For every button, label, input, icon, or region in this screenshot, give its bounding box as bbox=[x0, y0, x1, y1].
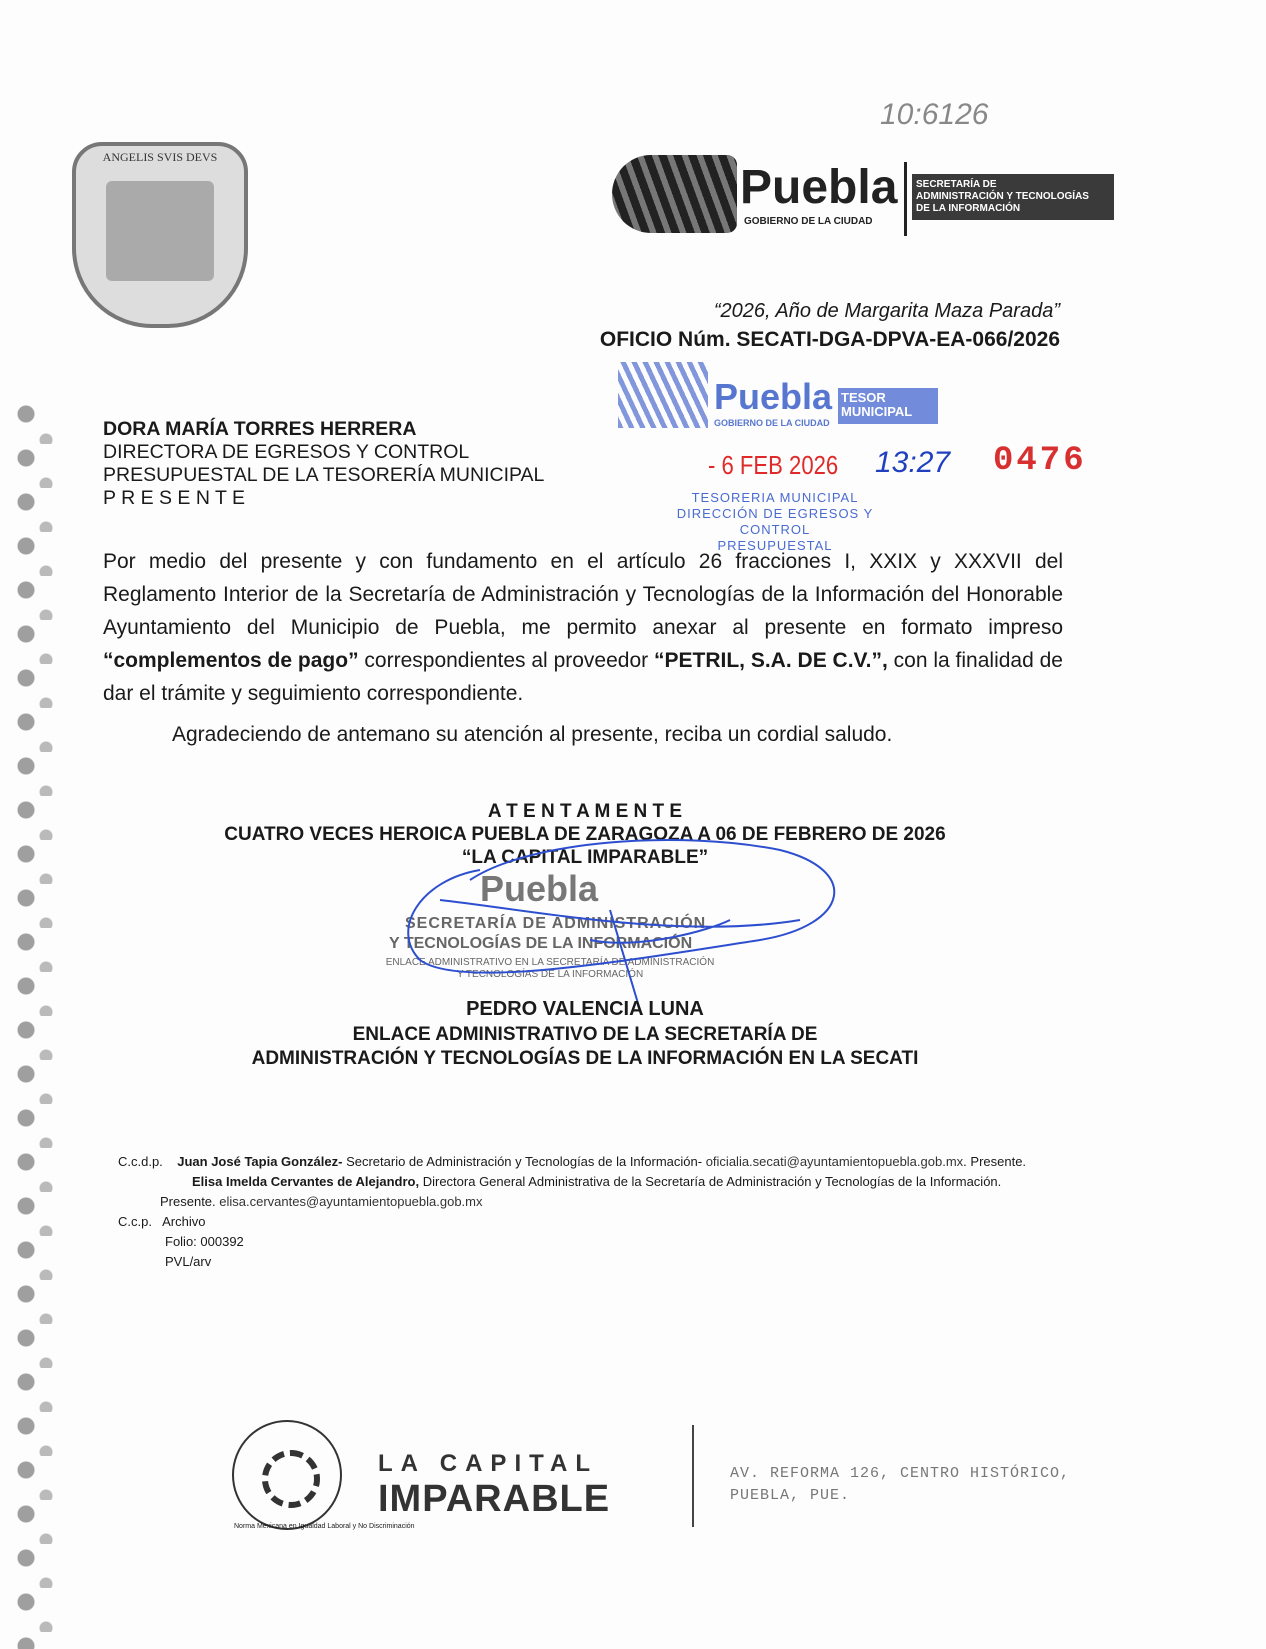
body-text: Por medio del presente y con fundamento en el artículo 26 fracciones I, XXIX y XXXVII del Reglamento Interior de la Secretaría de Administración y Tecnologías de la Información del Honorable Ayuntamiento del Municipio de Puebla, me permito anexar al presente en formato impreso bbox=[103, 550, 1063, 639]
supplier-name: “PETRIL, S.A. DE C.V.”, bbox=[653, 649, 888, 672]
stamp-line: TESORERIA MUNICIPAL bbox=[691, 490, 859, 505]
capital-bottom: IMPARABLE bbox=[378, 1478, 611, 1520]
stamp-art-icon bbox=[618, 362, 708, 428]
reception-date: - 6 FEB 2026 bbox=[708, 450, 839, 480]
seal-text: ANGELIS SVIS DEVS bbox=[102, 150, 218, 164]
cc-name: Juan José Tapia González- bbox=[177, 1154, 343, 1169]
reception-time: 13:27 bbox=[875, 446, 951, 479]
cc-folio: Folio: 000392 bbox=[165, 1234, 244, 1249]
logo-sub: GOBIERNO DE LA CIUDAD bbox=[744, 216, 873, 227]
footer-address bbox=[730, 1463, 1070, 1507]
oficio-number: OFICIO Núm. SECATI-DGA-DPVA-EA-066/2026 bbox=[599, 328, 1060, 351]
logo-divider bbox=[904, 162, 907, 236]
logo-box bbox=[912, 174, 1114, 220]
logo-art-icon bbox=[612, 155, 737, 233]
atentamente: A T E N T A M E N T E bbox=[487, 801, 683, 822]
cc-email-link[interactable]: oficialia.secati@ayuntamientopuebla.gob.mx bbox=[705, 1154, 964, 1169]
stamp-line: SECRETARÍA DE ADMINISTRACIÓN bbox=[405, 915, 707, 932]
igualdad-laboral-badge bbox=[232, 1420, 415, 1530]
stamp-word: Puebla bbox=[714, 376, 833, 417]
cc-name: Elisa Imelda Cervantes de Alejandro, bbox=[192, 1174, 420, 1189]
tesoreria-stamp bbox=[618, 362, 943, 430]
address-line: AV. REFORMA 126, CENTRO HISTÓRICO, bbox=[730, 1465, 1071, 1482]
slogan: “LA CAPITAL IMPARABLE” bbox=[461, 847, 709, 868]
thanks-line: Agradeciendo de antemano su atención al presente, reciba un cordial saludo. bbox=[172, 723, 893, 746]
puebla-secati-logo bbox=[612, 150, 1117, 236]
signer-name: PEDRO VALENCIA LUNA bbox=[466, 998, 704, 1020]
place-date: CUATRO VECES HEROICA PUEBLA DE ZARAGOZA A 06 DE FEBRERO DE 2026 bbox=[224, 824, 946, 845]
body-paragraph bbox=[103, 545, 1063, 710]
cc-email-link[interactable]: elisa.cervantes@ayuntamientopuebla.gob.mx bbox=[219, 1194, 483, 1209]
ccp-label: C.c.p. bbox=[118, 1214, 152, 1229]
body-text: con la finalidad de dar el trámite y seguimiento correspondiente. bbox=[103, 649, 1063, 705]
stamp-line: PRESUPUESTAL bbox=[717, 538, 833, 553]
year-motto: “2026, Año de Margarita Maza Parada” bbox=[713, 300, 1060, 322]
addressee bbox=[103, 418, 544, 510]
capital-imparable-logo bbox=[378, 1450, 610, 1520]
stamp-line: ENLACE ADMINISTRATIVO EN LA SECRETARÍA DE ADMINISTRACIÓN Y TECNOLOGÍAS DE LA INFORMACIÓN bbox=[385, 957, 715, 980]
cc-role: Directora General Administrativa de la Secretaría de Administración y Tecnologías de la Información. Presente. bbox=[160, 1174, 1002, 1209]
reception-folio: 0476 bbox=[993, 442, 1087, 480]
addressee-title: DIRECTORA DE EGRESOS Y CONTROL bbox=[103, 441, 470, 463]
addressee-title: PRESUPUESTAL DE LA TESORERÍA MUNICIPAL bbox=[103, 464, 545, 486]
cc-role: Secretario de Administración y Tecnologías de la Información- bbox=[342, 1154, 703, 1169]
stamp-line: Y TECNOLOGÍAS DE LA INFORMACIÓN bbox=[389, 935, 693, 952]
cc-archivo: Archivo bbox=[162, 1214, 206, 1229]
badge-people-icon bbox=[262, 1450, 320, 1508]
logo-box-line: ADMINISTRACIÓN Y TECNOLOGÍAS bbox=[916, 191, 1089, 202]
logo-box-line: DE LA INFORMACIÓN bbox=[916, 203, 1021, 214]
logo-box-line: SECRETARÍA DE bbox=[916, 179, 997, 190]
cc-initials: PVL/arv bbox=[165, 1254, 212, 1269]
cc-section bbox=[118, 1152, 1053, 1272]
seal-castle-icon bbox=[106, 181, 214, 281]
addressee-presente: P R E S E N T E bbox=[103, 487, 245, 509]
signer-title: ENLACE ADMINISTRATIVO DE LA SECRETARÍA DE bbox=[352, 1024, 818, 1045]
badge-text: Norma Mexicana en Igualdad Laboral y No Discriminación bbox=[234, 1523, 415, 1530]
stamp-box-line: TESOR bbox=[841, 390, 886, 405]
body-section bbox=[103, 545, 1063, 748]
addressee-name: DORA MARÍA TORRES HERRERA bbox=[103, 418, 417, 440]
stamp-box bbox=[838, 388, 938, 424]
stamp-sub: GOBIERNO DE LA CIUDAD bbox=[714, 418, 830, 428]
stamp-box-line: MUNICIPAL bbox=[841, 404, 913, 419]
stamp-line: DIRECCIÓN DE EGRESOS Y CONTROL bbox=[676, 506, 874, 537]
body-bold: “complementos de pago” bbox=[103, 649, 359, 672]
city-seal bbox=[72, 142, 248, 328]
body-text: correspondientes al proveedor bbox=[358, 649, 654, 672]
capital-top: LA CAPITAL bbox=[378, 1450, 598, 1477]
handwritten-id: 10:6126 bbox=[880, 98, 989, 131]
footer-divider bbox=[692, 1425, 694, 1527]
signer-title: ADMINISTRACIÓN Y TECNOLOGÍAS DE LA INFORMACIÓN EN LA SECATI bbox=[251, 1048, 919, 1069]
cc-text: . Presente. bbox=[963, 1154, 1027, 1169]
address-line: PUEBLA, PUE. bbox=[730, 1487, 851, 1504]
ccdp-label: C.c.d.p. bbox=[118, 1154, 163, 1169]
stamp-word: Puebla bbox=[480, 868, 599, 909]
logo-word: Puebla bbox=[740, 161, 898, 214]
